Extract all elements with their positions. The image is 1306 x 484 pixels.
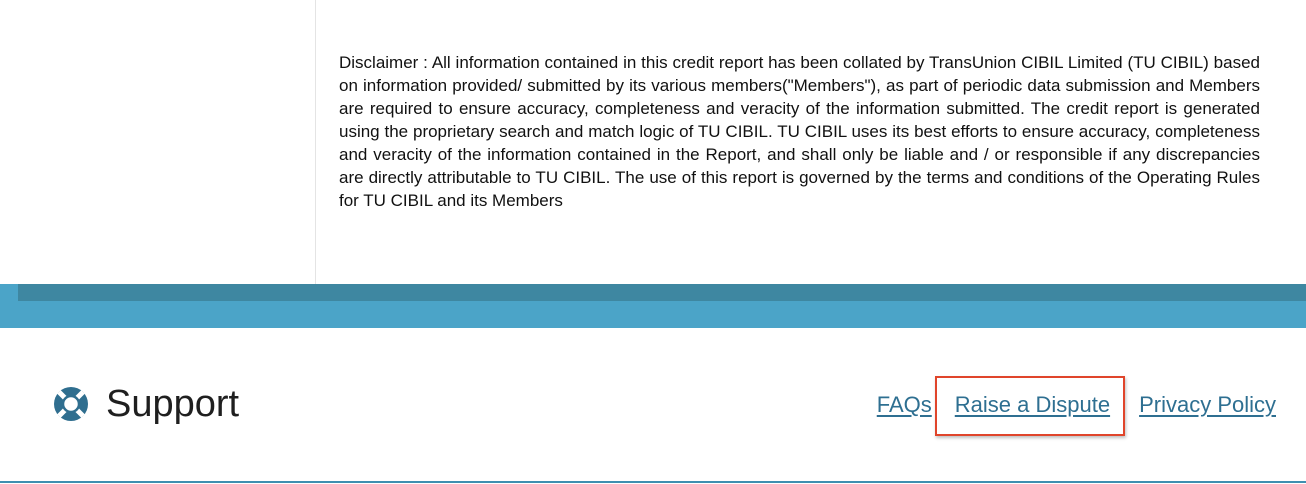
- bottom-rule: [0, 481, 1306, 483]
- lifebuoy-icon: [52, 385, 90, 423]
- disclaimer-text: Disclaimer : All information contained in this credit report has been collated by TransUnion CIBIL Limited (TU CIBIL) based on information provided/ submitted by its various members("Members"), as part of periodic data submission and Members are required to ensure accuracy, completeness and veracity of the information submitted. The credit report is generated using the proprietary search and match logic of TU CIBIL. TU CIBIL uses its best efforts to ensure accuracy, completeness and veracity of the information contained in the Report, and shall only be liable and / or responsible if any discrepancies are directly attributable to TU CIBIL. The use of this report is governed by the terms and conditions of the Operating Rules for TU CIBIL and its Members: [339, 53, 1260, 210]
- support-section: [52, 380, 239, 428]
- footer-links: [877, 390, 1276, 420]
- raise-dispute-link[interactable]: Raise a Dispute: [954, 392, 1111, 417]
- privacy-policy-link[interactable]: Privacy Policy: [1139, 392, 1276, 417]
- support-title: Support: [106, 383, 240, 425]
- highlight-box: [955, 392, 1110, 418]
- footer-band: [0, 284, 1306, 328]
- left-column-divider: [315, 0, 316, 284]
- footer-band-inner: [18, 284, 1306, 301]
- faqs-link[interactable]: FAQs: [876, 392, 932, 417]
